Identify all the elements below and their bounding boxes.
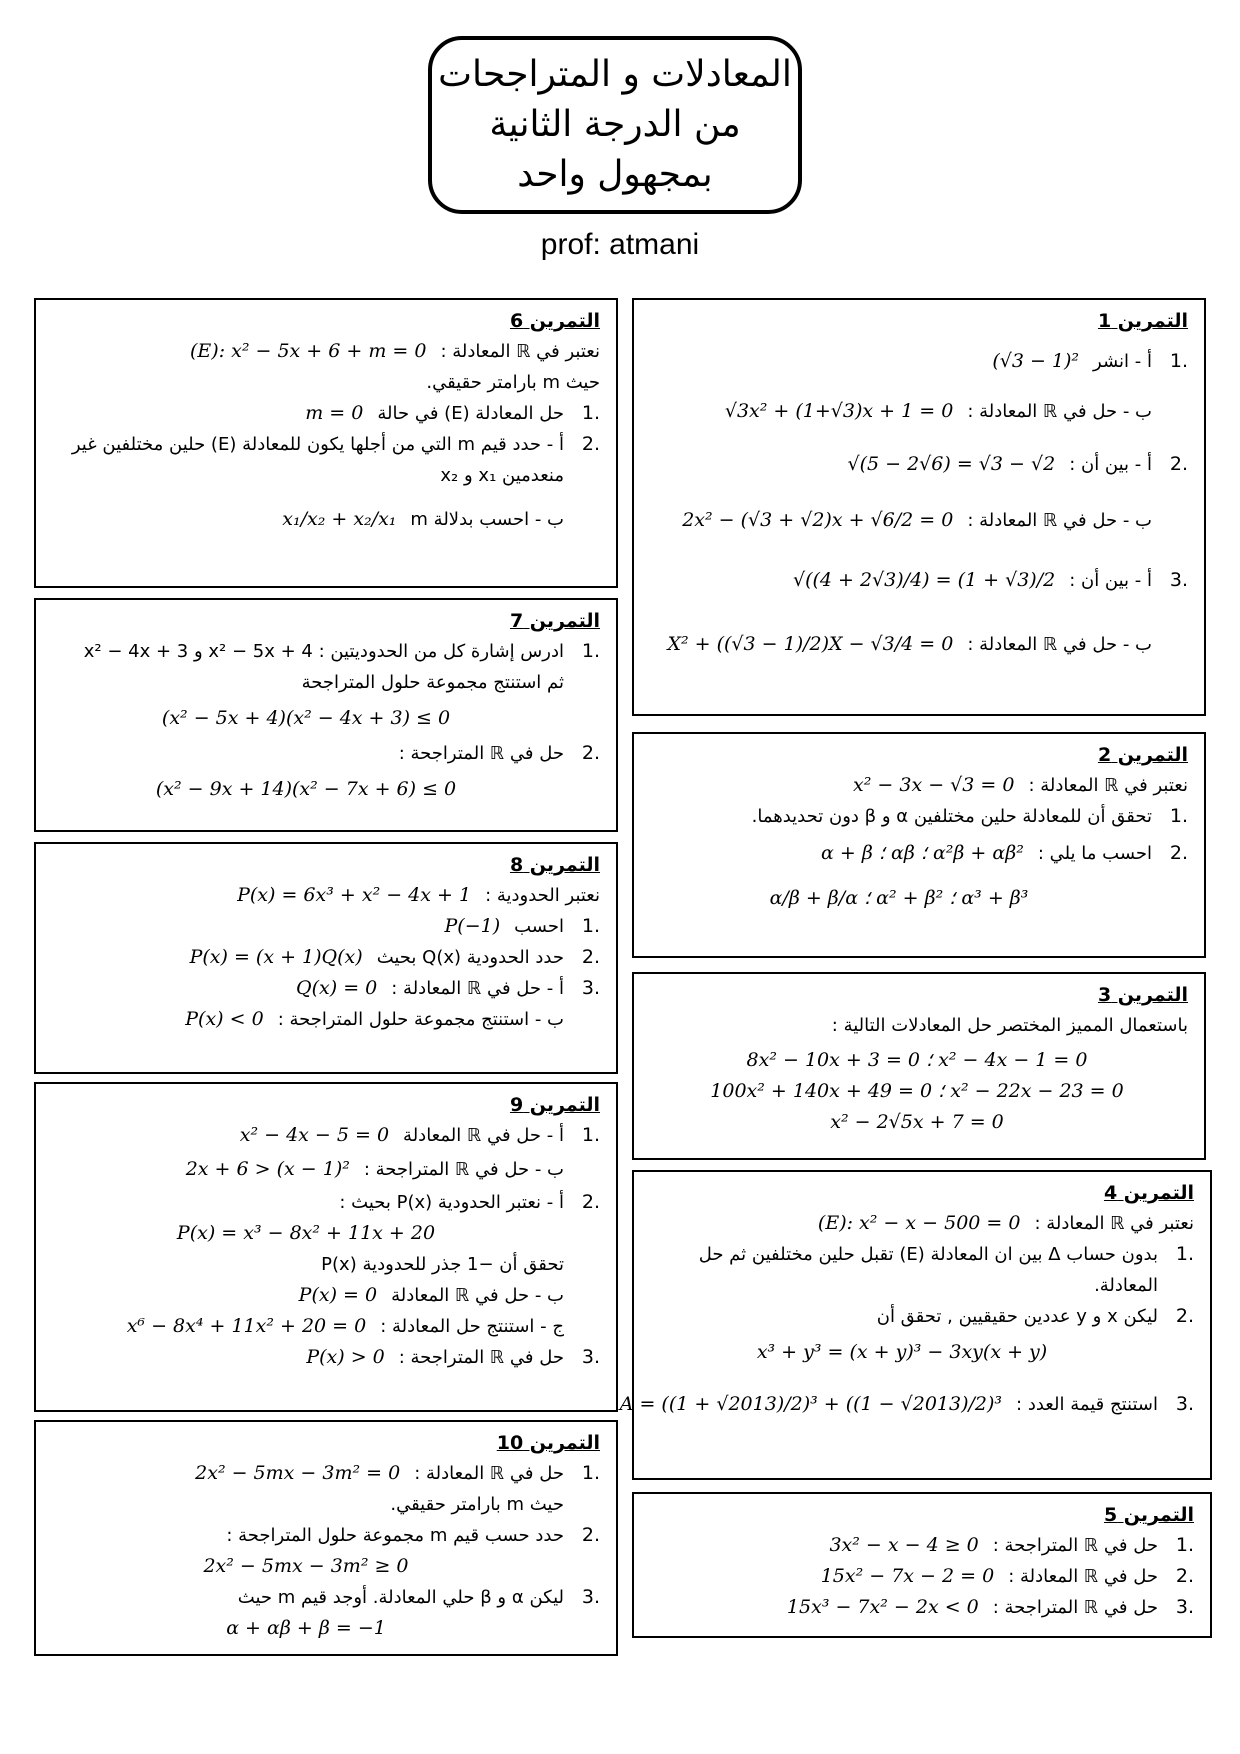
item-expression: P(−1) bbox=[444, 915, 501, 937]
item-expression: α + β ؛ αβ ؛ α²β + αβ² bbox=[821, 841, 1024, 864]
item-text: باستعمال المميز المختصر حل المعادلات التالية : bbox=[831, 1015, 1188, 1036]
item-number: .1 bbox=[1175, 1534, 1194, 1556]
item-expression: α + αβ + β = −1 bbox=[226, 1617, 386, 1639]
item-label: ب - حل في ℝ المعادلة : bbox=[967, 633, 1152, 655]
item-label: أ - حل في ℝ المعادلة : bbox=[391, 978, 564, 999]
item-number: .2 bbox=[1175, 1305, 1194, 1327]
item-expression: (x² − 9x + 14)(x² − 7x + 6) ≤ 0 bbox=[155, 777, 457, 800]
item-label: حدد الحدودية Q(x) بحيث bbox=[376, 947, 564, 968]
item-label: أ - انشر bbox=[1093, 350, 1152, 372]
item-expression: (x² − 5x + 4)(x² − 4x + 3) ≤ 0 bbox=[161, 706, 451, 729]
item-label: نعتبر في ℝ المعادلة : bbox=[440, 341, 600, 362]
item-label: ب - حل في ℝ المعادلة bbox=[391, 1285, 564, 1306]
item-text: ليكن α و β حلي المعادلة. أوجد قيم m حيث bbox=[237, 1587, 564, 1608]
equation-line: x² − 2√5x + 7 = 0 bbox=[830, 1111, 1004, 1133]
exercise-title: التمرين 1 bbox=[1097, 310, 1188, 332]
exercise-title: التمرين 3 bbox=[1097, 984, 1188, 1006]
item-label: ب - حل في ℝ المعادلة : bbox=[967, 400, 1152, 422]
item-label: استنتج قيمة العدد : bbox=[1016, 1393, 1158, 1415]
item-expression: (E): x² − 5x + 6 + m = 0 bbox=[190, 340, 427, 362]
item-label: احسب ما يلي : bbox=[1037, 842, 1152, 864]
item-number: .3 bbox=[581, 1346, 600, 1368]
item-expression: 15x³ − 7x² − 2x < 0 bbox=[786, 1596, 979, 1618]
item-expression: (√3 − 1)² bbox=[992, 349, 1080, 372]
item-expression: P(x) = (x + 1)Q(x) bbox=[189, 946, 363, 968]
item-number: .2 bbox=[1175, 1565, 1194, 1587]
item-number: .2 bbox=[581, 946, 600, 968]
item-expression: x³ + y³ = (x + y)³ − 3xy(x + y) bbox=[756, 1340, 1048, 1363]
item-label: حل في ℝ المعادلة : bbox=[1008, 1566, 1158, 1587]
item-label: نعتبر الحدودية : bbox=[485, 885, 600, 906]
item-expression: 3x² − x − 4 ≥ 0 bbox=[829, 1534, 979, 1556]
item-number: .1 bbox=[1169, 805, 1188, 827]
item-number: .1 bbox=[581, 1124, 600, 1146]
item-text: أ - حدد قيم m التي من أجلها يكون للمعادلة (E) حلين مختلفين غير منعدمين x₁ و x₂ bbox=[71, 434, 564, 486]
item-number: .2 bbox=[581, 1524, 600, 1546]
item-expression: √3x² + (1+√3)x + 1 = 0 bbox=[724, 399, 954, 422]
item-label: ب - استنتج مجموعة حلول المتراجحة : bbox=[277, 1009, 564, 1030]
item-label: ب - حل في ℝ المعادلة : bbox=[967, 509, 1152, 531]
item-label: ب - حل في ℝ المتراجحة : bbox=[363, 1158, 564, 1180]
item-number: .2 bbox=[581, 742, 600, 764]
item-label: حل في ℝ المتراجحة : bbox=[992, 1597, 1158, 1618]
exercise-8 bbox=[34, 842, 618, 1074]
item-text: ليكن x و y عددين حقيقيين , تحقق أن bbox=[876, 1306, 1158, 1327]
exercise-title: التمرين 8 bbox=[509, 854, 600, 876]
exercise-10 bbox=[34, 1420, 618, 1656]
item-label: ج - استنتج حل المعادلة : bbox=[380, 1316, 564, 1337]
item-number: .3 bbox=[581, 1586, 600, 1608]
item-number: .3 bbox=[581, 977, 600, 999]
title-line-1: المعادلات و المتراجحات bbox=[438, 54, 792, 95]
exercise-title: التمرين 4 bbox=[1103, 1182, 1194, 1204]
item-text: حيث m بارامتر حقيقي. bbox=[390, 1494, 564, 1515]
exercise-title: التمرين 10 bbox=[496, 1432, 600, 1454]
item-label: أ - بين أن : bbox=[1069, 453, 1152, 475]
item-expression: x² − 4x − 5 = 0 bbox=[239, 1124, 390, 1146]
exercise-title: التمرين 9 bbox=[509, 1094, 600, 1116]
item-label: حل في ℝ المتراجحة : bbox=[992, 1535, 1158, 1556]
item-expression: α/β + β/α ؛ α² + β² ؛ α³ + β³ bbox=[769, 886, 1029, 909]
exercise-7 bbox=[34, 598, 618, 832]
item-expression: (E): x² − x − 500 = 0 bbox=[817, 1212, 1021, 1234]
equation-line: 8x² − 10x + 3 = 0 ؛ x² − 4x − 1 = 0 bbox=[746, 1049, 1088, 1071]
exercise-6 bbox=[34, 298, 618, 588]
item-expression: P(x) > 0 bbox=[306, 1346, 385, 1368]
item-label: أ - بين أن : bbox=[1069, 569, 1152, 591]
item-expression: P(x) = 6x³ + x² − 4x + 1 bbox=[237, 884, 472, 906]
item-number: .1 bbox=[581, 915, 600, 937]
item-number: .1 bbox=[581, 640, 600, 662]
exercise-2 bbox=[632, 732, 1206, 958]
item-number: .2 bbox=[1169, 841, 1188, 864]
item-expression: √(5 − 2√6) = √3 − √2 bbox=[847, 452, 1056, 475]
item-expression: 2x² − 5mx − 3m² ≥ 0 bbox=[203, 1555, 409, 1577]
item-label: حل في ℝ المتراجحة : bbox=[398, 1347, 564, 1368]
item-text: حيث m بارامتر حقيقي. bbox=[426, 372, 600, 393]
item-number: .3 bbox=[1175, 1596, 1194, 1618]
item-expression: √((4 + 2√3)/4) = (1 + √3)/2 bbox=[792, 568, 1056, 591]
item-text: تحقق أن −1 جذر للحدودية P(x) bbox=[321, 1254, 564, 1275]
title-line-2: من الدرجة الثانية bbox=[489, 104, 741, 145]
exercise-title: التمرين 7 bbox=[509, 610, 600, 632]
item-number: .2 bbox=[581, 1191, 600, 1213]
item-label: احسب bbox=[514, 916, 564, 937]
item-label: حل المعادلة (E) في حالة bbox=[377, 403, 564, 424]
item-expression: X² + ((√3 − 1)/2)X − √3/4 = 0 bbox=[667, 632, 954, 655]
item-expression: P(x) < 0 bbox=[185, 1008, 264, 1030]
item-expression: 15x² − 7x − 2 = 0 bbox=[820, 1565, 995, 1587]
item-label: حل في ℝ المعادلة : bbox=[414, 1463, 564, 1484]
item-expression: x² − 3x − √3 = 0 bbox=[853, 774, 1015, 796]
exercise-title: التمرين 6 bbox=[509, 310, 600, 332]
item-text: ثم استنتج مجموعة حلول المتراجحة bbox=[301, 672, 564, 693]
item-number: .3 bbox=[1175, 1392, 1194, 1415]
item-expression: Q(x) = 0 bbox=[296, 977, 378, 999]
item-number: .2 bbox=[581, 433, 600, 455]
author: prof: atmani bbox=[540, 228, 700, 261]
item-number: .1 bbox=[1169, 349, 1188, 372]
item-number: .1 bbox=[1175, 1243, 1194, 1265]
exercise-1 bbox=[632, 298, 1206, 716]
title-line-3: بمجهول واحد bbox=[517, 154, 713, 195]
exercise-5 bbox=[632, 1492, 1212, 1638]
item-text: بدون حساب Δ بين ان المعادلة (E) تقبل حلين مختلفين ثم حل المعادلة. bbox=[698, 1244, 1158, 1296]
item-label: ب - احسب بدلالة m bbox=[410, 508, 564, 530]
item-label: نعتبر في ℝ المعادلة : bbox=[1034, 1213, 1194, 1234]
exercise-title: التمرين 5 bbox=[1103, 1504, 1194, 1526]
item-expression: P(x) = x³ − 8x² + 11x + 20 bbox=[176, 1222, 436, 1244]
exercise-4 bbox=[619, 1170, 1212, 1480]
item-label: أ - نعتبر الحدودية P(x) بحيث : bbox=[339, 1192, 564, 1213]
item-expression: A = ((1 + √2013)/2)³ + ((1 − √2013)/2)³ bbox=[619, 1392, 1003, 1415]
item-text: حدد حسب قيم m مجموعة حلول المتراجحة : bbox=[226, 1525, 564, 1546]
item-label: أ - حل في ℝ المعادلة bbox=[403, 1125, 564, 1146]
item-expression: 2x² − 5mx − 3m² = 0 bbox=[195, 1462, 401, 1484]
item-number: .2 bbox=[1169, 452, 1188, 475]
exercise-9 bbox=[34, 1082, 618, 1412]
equation-line: 100x² + 140x + 49 = 0 ؛ x² − 22x − 23 = 0 bbox=[710, 1080, 1124, 1102]
item-text: تحقق أن للمعادلة حلين مختلفين α و β دون تحديدهما. bbox=[751, 806, 1152, 827]
item-text: ادرس إشارة كل من الحدوديتين : x² − 5x + 4 و x² − 4x + 3 bbox=[83, 641, 564, 662]
item-expression: 2x² − (√3 + √2)x + √6/2 = 0 bbox=[682, 508, 954, 531]
title-box bbox=[428, 36, 802, 214]
item-number: .1 bbox=[581, 402, 600, 424]
item-expression: m = 0 bbox=[305, 402, 364, 424]
item-expression: 2x + 6 > (x − 1)² bbox=[185, 1157, 350, 1180]
item-expression: P(x) = 0 bbox=[298, 1284, 378, 1306]
item-number: .1 bbox=[581, 1462, 600, 1484]
item-label: نعتبر في ℝ المعادلة : bbox=[1028, 775, 1188, 796]
item-expression: x⁶ − 8x⁴ + 11x² + 20 = 0 bbox=[126, 1315, 367, 1337]
exercise-3 bbox=[632, 972, 1206, 1160]
item-expression: x₁/x₂ + x₂/x₁ bbox=[282, 507, 397, 530]
item-text: حل في ℝ المتراجحة : bbox=[398, 743, 564, 764]
item-number: .3 bbox=[1169, 568, 1188, 591]
exercise-title: التمرين 2 bbox=[1097, 744, 1188, 766]
